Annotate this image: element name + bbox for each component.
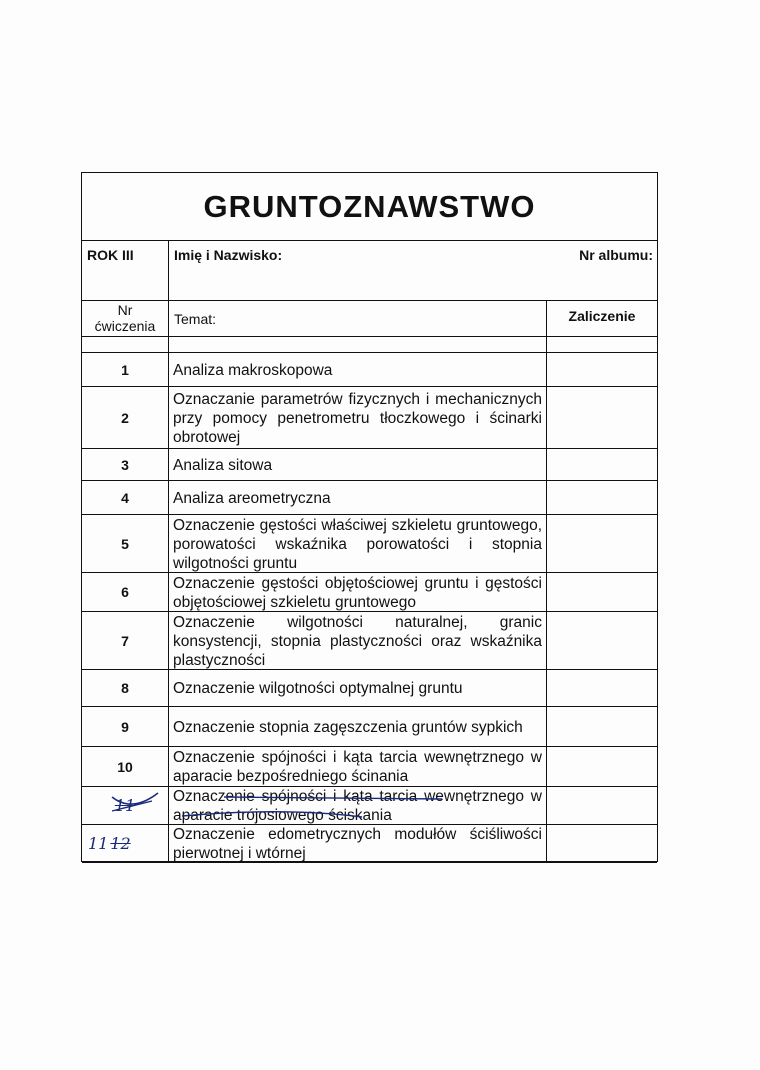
grade-cell xyxy=(547,449,657,480)
exercise-topic: Oznaczenie spójności i kąta tarcia wewnętrznego w aparacie trójosiowego ściskania xyxy=(173,788,542,824)
exercise-number: 10 xyxy=(82,747,169,786)
exercise-number-struck: 12 xyxy=(110,834,131,853)
exercise-topic: Oznaczenie stopnia zagęszczenia gruntów sypkich xyxy=(173,718,523,736)
grade-cell xyxy=(547,481,657,514)
exercise-number: 9 xyxy=(82,707,169,746)
grade-cell xyxy=(547,825,657,862)
exercise-number-struck: 11 xyxy=(114,796,136,815)
column-header-nr: Nr ćwiczenia xyxy=(82,301,169,336)
exercise-number: 2 xyxy=(82,387,169,448)
grade-cell xyxy=(547,515,657,572)
exercise-number: 3 xyxy=(82,449,169,480)
exercise-number: 4 xyxy=(82,481,169,514)
grade-cell xyxy=(547,573,657,611)
exercise-topic: Analiza makroskopowa xyxy=(173,361,333,379)
exercise-topic: Oznaczenie gęstości objętościowej gruntu i gęstości objętościowej szkieletu gruntowego xyxy=(173,574,542,611)
album-label: Nr albumu: xyxy=(579,247,653,263)
table-row xyxy=(82,612,657,670)
column-header-row xyxy=(82,301,657,337)
table-row xyxy=(82,387,657,449)
exercise-topic: Oznaczenie edometrycznych modułów ściśliwości pierwotnej i wtórnej xyxy=(173,826,542,862)
table-row xyxy=(82,573,657,612)
grade-cell xyxy=(547,670,657,706)
exercise-topic: Analiza areometryczna xyxy=(173,489,331,507)
grade-cell xyxy=(547,707,657,746)
table-row xyxy=(82,353,657,387)
year-label: ROK III xyxy=(82,241,169,300)
exercise-topic: Oznaczenie wilgotności naturalnej, granic konsystencji, stopnia plastyczności oraz wskaźnika plastyczności xyxy=(173,613,542,669)
page-title: GRUNTOZNAWSTWO xyxy=(82,173,657,241)
exercise-topic: Analiza sitowa xyxy=(173,456,273,474)
exercise-topic: Oznaczenie wilgotności optymalnej gruntu xyxy=(173,680,463,697)
grade-cell xyxy=(547,387,657,448)
header-spacer-row xyxy=(82,337,657,353)
table-row xyxy=(82,825,657,863)
exercise-topic: Oznaczanie parametrów fizycznych i mechanicznych przy pomocy penetrometru tłoczkowego i ścinarki obrotowej xyxy=(173,390,542,446)
table-row xyxy=(82,515,657,573)
grade-cell xyxy=(547,353,657,386)
exercise-number: 8 xyxy=(82,670,169,706)
table-row xyxy=(82,449,657,481)
table-row xyxy=(82,670,657,707)
student-info-row xyxy=(82,241,657,301)
exercise-number: 1 xyxy=(82,353,169,386)
table-row xyxy=(82,707,657,747)
exercise-topic: Oznaczenie gęstości właściwej szkieletu gruntowego, porowatości wskaźnika porowatości i stopnia wilgotności gruntu xyxy=(173,516,542,572)
grade-cell xyxy=(547,747,657,786)
table-row xyxy=(82,747,657,787)
exercise-number: 5 xyxy=(82,515,169,572)
exercise-number: 6 xyxy=(82,573,169,611)
exercise-number-handwritten: 11 xyxy=(88,834,109,853)
exercise-number: 7 xyxy=(82,612,169,669)
table-row-struck xyxy=(82,787,657,825)
exercise-topic: Oznaczenie spójności i kąta tarcia wewnętrznego w aparacie bezpośredniego ścinania xyxy=(173,749,542,785)
grade-cell xyxy=(547,612,657,669)
column-header-topic: Temat: xyxy=(169,301,547,336)
course-form xyxy=(81,172,658,862)
name-label: Imię i Nazwisko: xyxy=(174,247,283,263)
grade-cell xyxy=(547,787,657,824)
column-header-grade: Zaliczenie xyxy=(568,308,636,324)
table-row xyxy=(82,481,657,515)
